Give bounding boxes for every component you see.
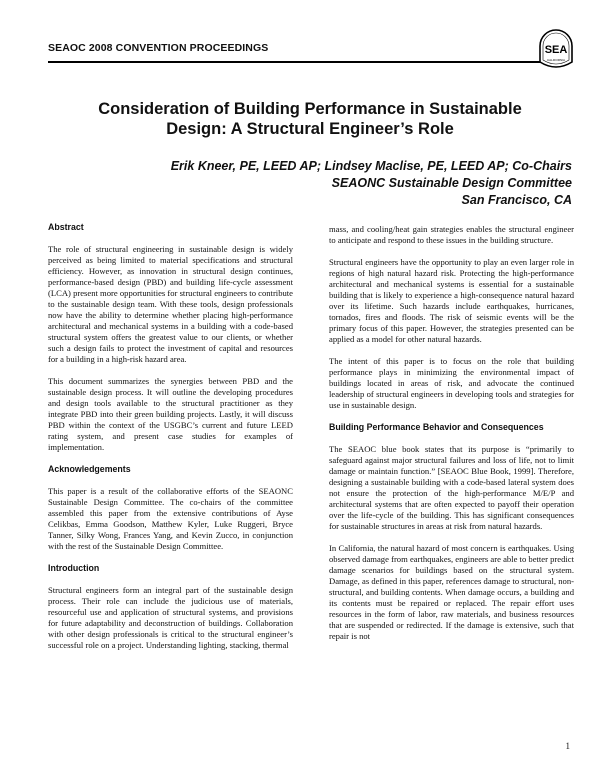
- blue-book-paragraph: The SEAOC blue book states that its purpose is “primarily to safeguard against major structural failures and loss of life, not to limit damage or maintain function.” [SEAOC Blue Book, 1999]. Therefore, designing a sustainable building with a code-based lateral system does not ensure the protection of the high-performance M/E/P and architectural systems that are often expected to payoff their operation over the life-cycle of the building. This has significant consequences for sustainable structures in areas at risk from natural hazards.: [329, 444, 574, 531]
- seaoc-logo: [536, 26, 576, 76]
- introduction-heading: Introduction: [48, 563, 100, 573]
- abstract-heading: Abstract: [48, 222, 84, 232]
- proceedings-header: SEAOC 2008 CONVENTION PROCEEDINGS: [48, 42, 269, 54]
- author-location: San Francisco, CA: [461, 193, 572, 207]
- title-line-2: Design: A Structural Engineer’s Role: [166, 120, 454, 138]
- building-performance-heading: Building Performance Behavior and Consequences: [329, 422, 544, 432]
- intent-paragraph: The intent of this paper is to focus on the role that building performance plays in minimizing the environmental impact of buildings located in areas of risk, and advocate the continued leadership of structural engineers in developing tools and strategies for use in sustainable design.: [329, 356, 574, 410]
- introduction-paragraph: Structural engineers form an integral part of the sustainable design process. Their role can include the judicious use of materials, resourceful use and application of structural systems, and provisions for future adaptability and deconstruction of buildings. Collaboration with other design professionals is critical to the structural engineer’s successful role on a project. Understanding lighting, stacking, thermal: [48, 585, 293, 650]
- logo-subtext: CALIFORNIA: [546, 58, 566, 62]
- intro-continued-paragraph: mass, and cooling/heat gain strategies enables the structural engineer to anticipate and respond to these issues in the building structure.: [329, 224, 574, 245]
- left-column: [48, 222, 293, 662]
- california-paragraph: In California, the natural hazard of most concern is earthquakes. Using observed damage from earthquakes, engineers are able to better predict damage scenarios for buildings based on the structural system. Damage, as defined in this paper, references damage to structural, non-structural, and building contents. When damage occurs, a building and its contents must be repaired or replaced. The repair effort uses resources in the form of labor, raw materials, and business resources that are suspended or redirected. If the damage is extensive, such that repair is not: [329, 543, 574, 641]
- author-committee: SEAONC Sustainable Design Committee: [331, 176, 572, 190]
- acknowledgements-paragraph: This paper is a result of the collaborative efforts of the SEAONC Sustainable Design Committee. The co-chairs of the committee assembled this paper from the extensive contributions of Ayse Celikbas, Emma Goodson, Matthew Kyler, Luke Ruggeri, Bryce Tanner, Silky Wong, Frances Yang, and Kevin Zucco, in conjunction with the rest of the Sustainable Design Committee.: [48, 486, 293, 551]
- header-rule: [48, 61, 572, 63]
- author-names: Erik Kneer, PE, LEED AP; Lindsey Maclise, PE, LEED AP; Co-Chairs: [170, 159, 572, 173]
- acknowledgements-heading: Acknowledgements: [48, 464, 131, 474]
- page-number: 1: [565, 741, 570, 751]
- title-line-1: Consideration of Building Performance in Sustainable: [98, 100, 522, 118]
- author-block: [171, 158, 572, 209]
- paper-title: [40, 99, 580, 139]
- logo-text: SEA: [544, 44, 568, 56]
- hazard-risk-paragraph: Structural engineers have the opportunity to play an even larger role in regions of high natural hazard risk. Protecting the high-performance architectural and mechanical systems is essential for a sustainable building that is likely to experience a high-consequence natural hazard over its lifetime. Such hazards include earthquakes, hurricanes, tornados, fires and floods. The risk of seismic events will be the primary focus of this paper. However, the strategies presented can be applied as a model for other natural hazards.: [329, 257, 574, 344]
- abstract-paragraph-1: The role of structural engineering in sustainable design is widely perceived as being limited to material specifications and structural efficiency. However, as innovation in structural design continues, performance-based design (PBD) and building life-cycle assessment (LCA) present more opportunities for structural engineers to contribute to the sustainable design team. With these tools, design professionals now have the ability to determine whether placing high-performance architectural and mechanical systems in a building with a code-based structural system offers the greatest value to our clients, or whether such a design fails to protect the investment of capital and resources for a building in a high-risk hazard area.: [48, 244, 293, 364]
- abstract-paragraph-2: This document summarizes the synergies between PBD and the sustainable design process. It will outline the developing procedures and design tools available to the structural practitioner as they integrate PBD into their green building projects. Lastly, it will discuss PBD within the context of the USGBC’s current and future LEED rating system, and present case studies for examples of implementation.: [48, 376, 293, 452]
- right-column: [329, 224, 574, 653]
